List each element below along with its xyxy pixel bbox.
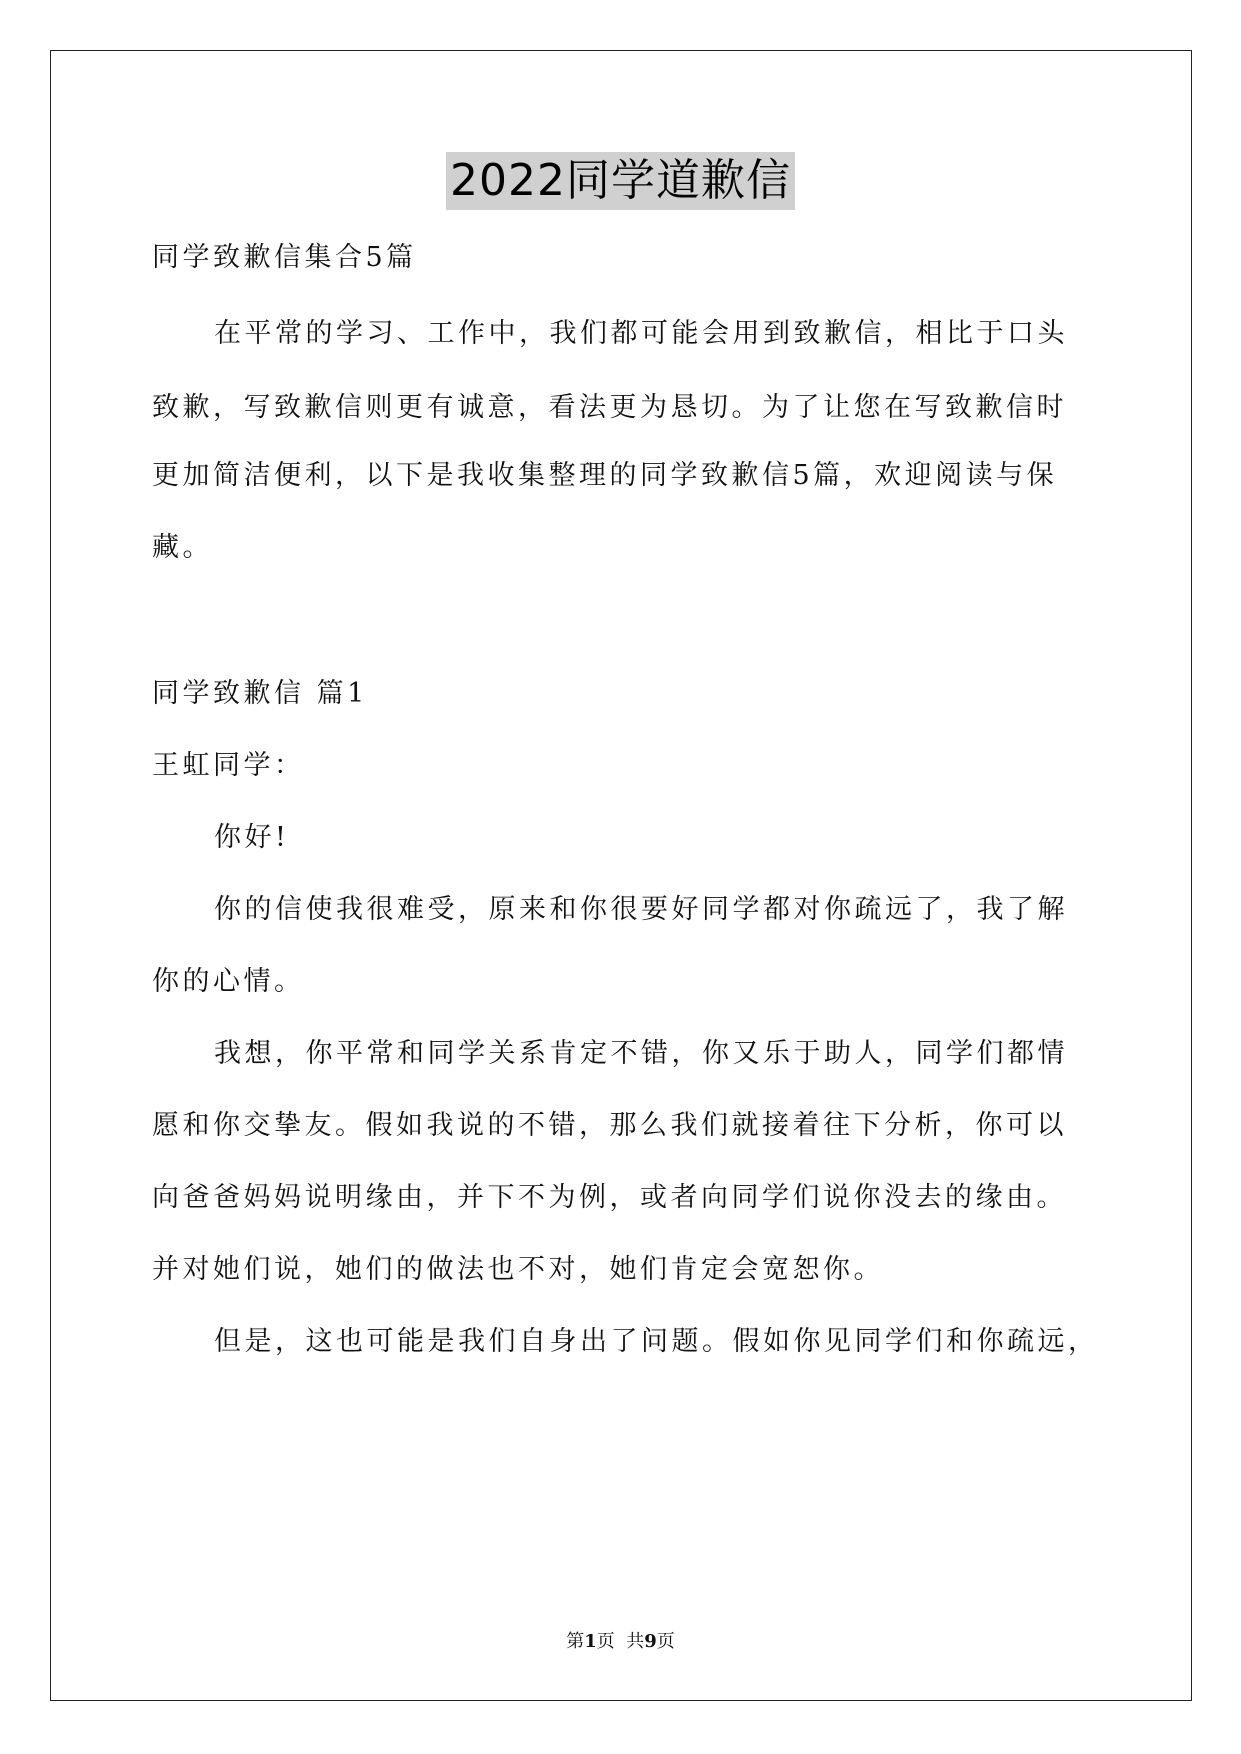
- salutation: 王虹同学：: [152, 750, 305, 781]
- intro-line-2: 致歉，写致歉信则更有诚意，看法更为恳切。为了让您在写致歉信时: [152, 392, 1067, 423]
- title-container: [0, 152, 1241, 210]
- footer-total-pages: 9: [644, 1631, 657, 1652]
- greeting: 你好!: [214, 822, 290, 853]
- footer-current-page: 1: [584, 1631, 597, 1652]
- page-border: [50, 50, 1192, 1701]
- document-subtitle: 同学致歉信集合5篇: [152, 242, 417, 273]
- page-footer: [0, 1630, 1241, 1654]
- body-line-6: 并对她们说，她们的做法也不对，她们肯定会宽恕你。: [152, 1254, 884, 1285]
- body-line-2: 你的心情。: [152, 966, 305, 997]
- intro-line-4: 藏。: [152, 532, 213, 563]
- footer-prefix: 第: [566, 1631, 585, 1652]
- body-line-4: 愿和你交挚友。假如我说的不错，那么我们就接着往下分析，你可以: [152, 1110, 1067, 1141]
- section-heading: 同学致歉信 篇1: [152, 678, 368, 709]
- body-line-5: 向爸爸妈妈说明缘由，并下不为例，或者向同学们说你没去的缘由。: [152, 1182, 1067, 1213]
- body-line-1: 你的信使我很难受，原来和你很要好同学都对你疏远了，我了解: [214, 894, 1068, 925]
- body-line-3: 我想，你平常和同学关系肯定不错，你又乐于助人，同学们都情: [214, 1038, 1068, 1069]
- intro-line-1: 在平常的学习、工作中，我们都可能会用到致歉信，相比于口头: [214, 318, 1068, 349]
- footer-middle: 页 共: [596, 1631, 645, 1652]
- footer-suffix: 页: [656, 1631, 675, 1652]
- document-title: 2022同学道歉信: [446, 152, 795, 210]
- body-line-7: 但是，这也可能是我们自身出了问题。假如你见同学们和你疏远，: [214, 1326, 1099, 1357]
- intro-line-3: 更加简洁便利，以下是我收集整理的同学致歉信5篇，欢迎阅读与保: [152, 460, 1058, 491]
